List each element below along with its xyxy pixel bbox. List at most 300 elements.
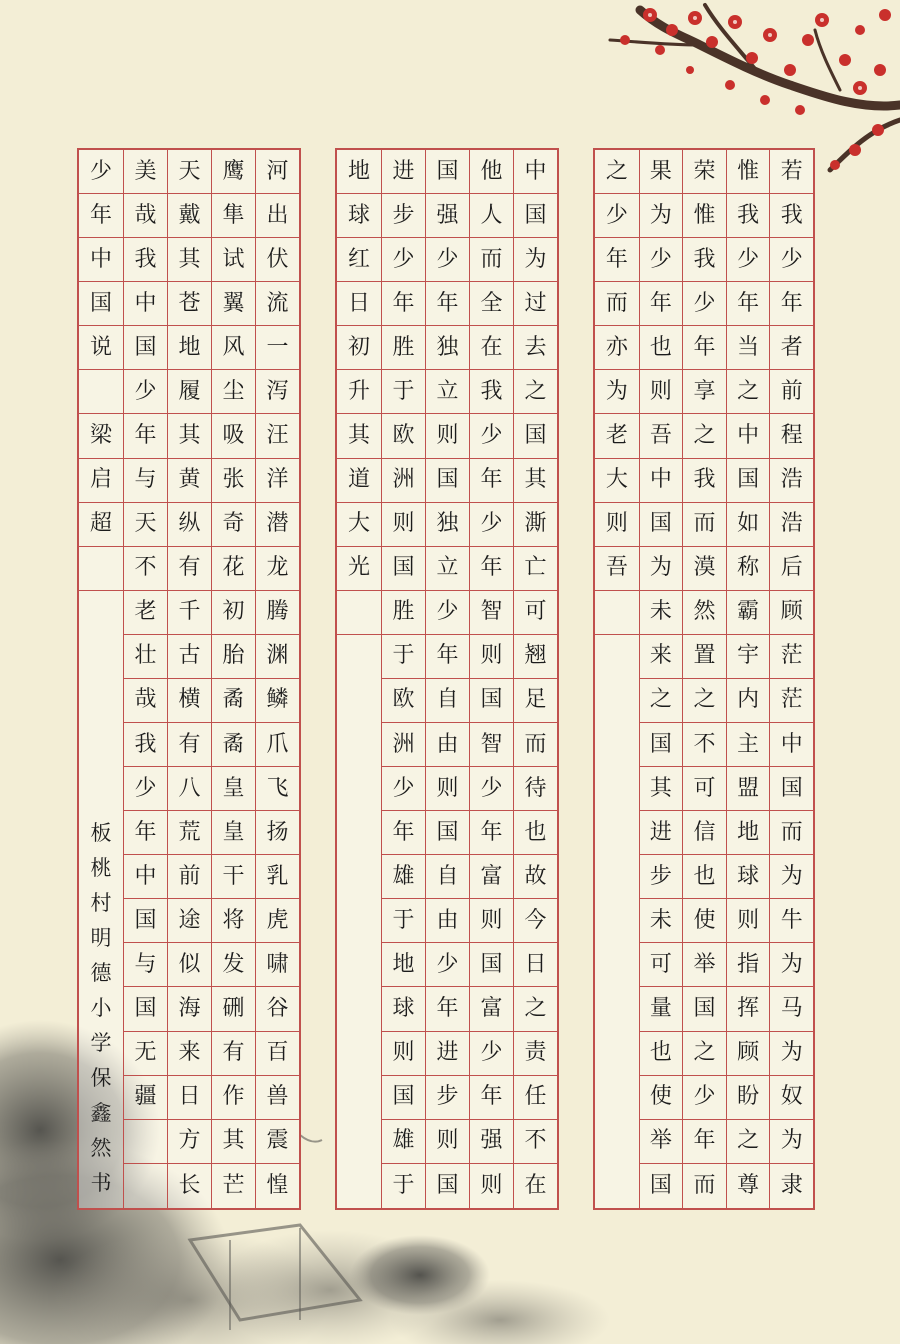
- char-cell: 而: [770, 811, 813, 855]
- char-cell: 则: [382, 1032, 425, 1076]
- char-cell: 年: [770, 282, 813, 326]
- char-cell: 中: [124, 855, 167, 899]
- char-cell: 当: [727, 326, 770, 370]
- char-cell: 之: [514, 370, 557, 414]
- char-cell: 国: [426, 811, 469, 855]
- char-cell: 马: [770, 987, 813, 1031]
- char-cell: 汪: [256, 414, 299, 458]
- char-cell: 他: [470, 150, 513, 194]
- char-cell: 国: [727, 459, 770, 503]
- char-cell: 国: [382, 547, 425, 591]
- char-cell: 国: [514, 414, 557, 458]
- char-cell: 地: [382, 943, 425, 987]
- char-cell: 立: [426, 547, 469, 591]
- char-cell: 主: [727, 723, 770, 767]
- char-cell: 少: [426, 238, 469, 282]
- char-cell: 少: [426, 943, 469, 987]
- char-cell: 矞: [212, 723, 255, 767]
- char-cell: 河: [256, 150, 299, 194]
- char-cell: 年: [683, 326, 726, 370]
- char-cell: 今: [514, 899, 557, 943]
- char-cell: 千: [168, 591, 211, 635]
- char-cell: 年: [470, 1076, 513, 1120]
- char-cell: 荣: [683, 150, 726, 194]
- char-cell: 老: [595, 414, 639, 458]
- signature-char: 明: [90, 926, 112, 950]
- char-cell: 不: [514, 1120, 557, 1164]
- char-cell: 澌: [514, 503, 557, 547]
- char-cell: 干: [212, 855, 255, 899]
- char-cell: 鳞: [256, 679, 299, 723]
- grid-panel-middle: [335, 148, 559, 1210]
- plum-blossom-branch: [610, 5, 900, 170]
- char-cell: 哉: [124, 194, 167, 238]
- char-cell: 其: [640, 767, 683, 811]
- char-cell: 洋: [256, 459, 299, 503]
- text-column: [79, 150, 123, 1208]
- char-cell: 启: [79, 459, 123, 503]
- signature-char: 然: [90, 1136, 112, 1160]
- char-cell: 富: [470, 855, 513, 899]
- char-cell: 我: [770, 194, 813, 238]
- char-cell: 为: [640, 547, 683, 591]
- char-cell: 来: [168, 1032, 211, 1076]
- char-cell: 大: [337, 503, 381, 547]
- char-cell: 隼: [212, 194, 255, 238]
- char-cell: 国: [79, 282, 123, 326]
- char-cell: 少: [595, 194, 639, 238]
- char-cell: 者: [770, 326, 813, 370]
- char-cell: 不: [683, 723, 726, 767]
- char-cell: 古: [168, 635, 211, 679]
- char-cell: 其: [514, 459, 557, 503]
- char-cell: 国: [124, 899, 167, 943]
- char-cell: 则: [480, 1172, 503, 1198]
- char-cell: 为: [595, 370, 639, 414]
- char-cell: 而: [683, 503, 726, 547]
- char-cell: 日: [168, 1076, 211, 1120]
- char-cell: [124, 1164, 167, 1208]
- char-cell: 由: [426, 899, 469, 943]
- char-cell: 浩: [770, 459, 813, 503]
- char-cell: 年: [382, 811, 425, 855]
- char-cell: 未: [640, 899, 683, 943]
- char-cell: 也: [683, 855, 726, 899]
- char-cell: 则: [595, 503, 639, 547]
- char-cell: 年: [470, 547, 513, 591]
- char-cell: 之: [683, 414, 726, 458]
- char-cell: 奴: [770, 1076, 813, 1120]
- char-cell: 顾: [727, 1032, 770, 1076]
- char-cell: 步: [382, 194, 425, 238]
- char-cell: 若: [770, 150, 813, 194]
- char-cell: 苍: [168, 282, 211, 326]
- char-cell: [79, 370, 123, 414]
- char-cell: 惶: [266, 1172, 289, 1198]
- char-cell: 而: [514, 723, 557, 767]
- char-cell: 方: [168, 1120, 211, 1164]
- char-cell: 日: [337, 282, 381, 326]
- char-cell: 国: [649, 1172, 672, 1198]
- char-cell: 则: [426, 414, 469, 458]
- char-cell: 雄: [382, 855, 425, 899]
- text-column: [337, 150, 381, 1208]
- signature-char: 鑫: [90, 1101, 112, 1125]
- char-cell: 霸: [727, 591, 770, 635]
- char-cell: 地: [337, 150, 381, 194]
- char-cell: 指: [727, 943, 770, 987]
- char-cell: 待: [514, 767, 557, 811]
- text-column: [726, 150, 770, 1208]
- char-cell: 国: [436, 1172, 459, 1198]
- char-cell: 与: [124, 943, 167, 987]
- char-cell: 天: [124, 503, 167, 547]
- char-cell: 吾: [640, 414, 683, 458]
- char-cell: 后: [770, 547, 813, 591]
- char-cell: 雄: [382, 1120, 425, 1164]
- char-cell: 年: [727, 282, 770, 326]
- char-cell: 花: [212, 547, 255, 591]
- char-cell: 而: [595, 282, 639, 326]
- char-cell: 宇: [727, 635, 770, 679]
- char-cell: 之: [595, 150, 639, 194]
- char-cell: 地: [727, 811, 770, 855]
- char-cell: 升: [337, 370, 381, 414]
- char-cell: 年: [595, 238, 639, 282]
- char-cell: 哉: [124, 679, 167, 723]
- char-cell: 海: [168, 987, 211, 1031]
- char-cell: 中: [514, 150, 557, 194]
- char-cell: 富: [470, 987, 513, 1031]
- text-column: [381, 150, 425, 1208]
- char-cell: 年: [124, 811, 167, 855]
- char-cell: 盟: [727, 767, 770, 811]
- char-cell: 球: [382, 987, 425, 1031]
- char-cell: 年: [426, 635, 469, 679]
- char-cell: 牛: [770, 899, 813, 943]
- char-cell: 其: [168, 238, 211, 282]
- char-cell: 翼: [212, 282, 255, 326]
- char-cell: 年: [426, 987, 469, 1031]
- char-cell: 初: [212, 591, 255, 635]
- char-cell: 少: [683, 1076, 726, 1120]
- char-cell: 初: [337, 326, 381, 370]
- column-blank: [595, 635, 639, 1208]
- char-cell: 人: [470, 194, 513, 238]
- char-cell: 胜: [382, 326, 425, 370]
- char-cell: 光: [337, 547, 381, 591]
- char-cell: 作: [212, 1076, 255, 1120]
- char-cell: 球: [337, 194, 381, 238]
- char-cell: 之: [683, 679, 726, 723]
- char-cell: 隶: [780, 1172, 803, 1198]
- char-cell: 奇: [212, 503, 255, 547]
- char-cell: 其: [168, 414, 211, 458]
- char-cell: 日: [514, 943, 557, 987]
- char-cell: 茫: [770, 679, 813, 723]
- char-cell: 也: [640, 326, 683, 370]
- char-cell: 少: [79, 150, 123, 194]
- char-cell: 国: [124, 987, 167, 1031]
- char-cell: 之: [727, 370, 770, 414]
- char-cell: 皇: [212, 811, 255, 855]
- char-cell: 少: [470, 767, 513, 811]
- char-cell: 伏: [256, 238, 299, 282]
- char-cell: 啸: [256, 943, 299, 987]
- text-column: [425, 150, 469, 1208]
- char-cell: 茫: [770, 635, 813, 679]
- char-cell: 硎: [212, 987, 255, 1031]
- char-cell: 可: [640, 943, 683, 987]
- char-cell: 如: [727, 503, 770, 547]
- char-cell: 胎: [212, 635, 255, 679]
- char-cell: 黄: [168, 459, 211, 503]
- signature-char: 桃: [90, 856, 112, 880]
- char-cell: 少: [770, 238, 813, 282]
- char-cell: 全: [470, 282, 513, 326]
- char-cell: 疆: [124, 1076, 167, 1120]
- char-cell: [337, 591, 381, 635]
- char-cell: 地: [168, 326, 211, 370]
- char-cell: 中: [640, 459, 683, 503]
- char-cell: 之: [640, 679, 683, 723]
- signature-char: 书: [90, 1171, 112, 1195]
- char-cell: 年: [470, 459, 513, 503]
- char-cell: 一: [256, 326, 299, 370]
- text-column: [167, 150, 211, 1208]
- char-cell: 也: [514, 811, 557, 855]
- char-cell: 梁: [79, 414, 123, 458]
- char-cell: 泻: [256, 370, 299, 414]
- char-cell: 足: [514, 679, 557, 723]
- char-cell: 出: [256, 194, 299, 238]
- char-cell: 年: [426, 282, 469, 326]
- char-cell: 美: [124, 150, 167, 194]
- char-cell: 享: [683, 370, 726, 414]
- char-cell: 年: [382, 282, 425, 326]
- char-cell: 球: [727, 855, 770, 899]
- char-cell: 智: [470, 591, 513, 635]
- char-cell: 潜: [256, 503, 299, 547]
- char-cell: 自: [426, 679, 469, 723]
- char-cell: 过: [514, 282, 557, 326]
- char-cell: 虎: [256, 899, 299, 943]
- char-cell: 之: [683, 1032, 726, 1076]
- signature-char: 村: [90, 891, 112, 915]
- char-cell: 然: [683, 591, 726, 635]
- char-cell: 我: [683, 238, 726, 282]
- char-cell: 进: [426, 1032, 469, 1076]
- char-cell: 中: [79, 238, 123, 282]
- char-cell: 翘: [514, 635, 557, 679]
- char-cell: 少: [124, 767, 167, 811]
- char-cell: 震: [256, 1120, 299, 1164]
- char-cell: 也: [640, 1032, 683, 1076]
- char-cell: 其: [212, 1120, 255, 1164]
- char-cell: 在: [470, 326, 513, 370]
- char-cell: 漠: [683, 547, 726, 591]
- char-cell: 而: [470, 238, 513, 282]
- char-cell: 我: [470, 370, 513, 414]
- char-cell: 少: [470, 1032, 513, 1076]
- char-cell: 欧: [382, 414, 425, 458]
- char-cell: 龙: [256, 547, 299, 591]
- char-cell: 年: [683, 1120, 726, 1164]
- char-cell: 国: [426, 150, 469, 194]
- char-cell: 年: [79, 194, 123, 238]
- char-cell: 戴: [168, 194, 211, 238]
- text-column: [595, 150, 639, 1208]
- char-cell: 与: [124, 459, 167, 503]
- char-cell: 惟: [683, 194, 726, 238]
- char-cell: 胜: [382, 591, 425, 635]
- char-cell: 少: [727, 238, 770, 282]
- char-cell: 有: [168, 723, 211, 767]
- char-cell: 少: [124, 370, 167, 414]
- char-cell: [124, 1120, 167, 1164]
- grid-panel-right: [593, 148, 815, 1210]
- char-cell: 乳: [256, 855, 299, 899]
- char-cell: 来: [640, 635, 683, 679]
- char-cell: 中: [124, 282, 167, 326]
- char-cell: 为: [640, 194, 683, 238]
- char-cell: 浩: [770, 503, 813, 547]
- char-cell: 少: [382, 238, 425, 282]
- char-cell: 信: [683, 811, 726, 855]
- char-cell: 中: [727, 414, 770, 458]
- char-cell: 独: [426, 326, 469, 370]
- char-cell: 有: [168, 547, 211, 591]
- char-cell: 风: [212, 326, 255, 370]
- char-cell: 则: [640, 370, 683, 414]
- char-cell: 之: [727, 1120, 770, 1164]
- text-column: [469, 150, 513, 1208]
- char-cell: 则: [426, 767, 469, 811]
- char-cell: 之: [514, 987, 557, 1031]
- char-cell: 爪: [256, 723, 299, 767]
- char-cell: 国: [124, 326, 167, 370]
- char-cell: 亡: [514, 547, 557, 591]
- char-cell: 百: [256, 1032, 299, 1076]
- char-cell: 强: [470, 1120, 513, 1164]
- char-cell: [595, 591, 639, 635]
- char-cell: 去: [514, 326, 557, 370]
- char-cell: 责: [514, 1032, 557, 1076]
- char-cell: 老: [124, 591, 167, 635]
- char-cell: 长: [178, 1172, 201, 1198]
- signature-char: 学: [90, 1031, 112, 1055]
- char-cell: 量: [640, 987, 683, 1031]
- char-cell: 于: [382, 899, 425, 943]
- char-cell: 于: [382, 370, 425, 414]
- char-cell: 有: [212, 1032, 255, 1076]
- char-cell: 红: [337, 238, 381, 282]
- char-cell: 我: [727, 194, 770, 238]
- char-cell: 可: [514, 591, 557, 635]
- char-cell: 国: [683, 987, 726, 1031]
- char-cell: 扬: [256, 811, 299, 855]
- char-cell: 进: [382, 150, 425, 194]
- char-cell: 而: [693, 1172, 716, 1198]
- char-cell: 独: [426, 503, 469, 547]
- char-cell: 挥: [727, 987, 770, 1031]
- char-cell: 流: [256, 282, 299, 326]
- char-cell: 欧: [382, 679, 425, 723]
- char-cell: 立: [426, 370, 469, 414]
- text-column: [255, 150, 299, 1208]
- char-cell: 洲: [382, 723, 425, 767]
- char-cell: 少: [470, 414, 513, 458]
- text-column: [513, 150, 557, 1208]
- char-cell: 超: [79, 503, 123, 547]
- char-cell: 似: [168, 943, 211, 987]
- char-cell: 前: [168, 855, 211, 899]
- char-cell: 将: [212, 899, 255, 943]
- char-cell: 发: [212, 943, 255, 987]
- char-cell: 我: [683, 459, 726, 503]
- char-cell: 顾: [770, 591, 813, 635]
- char-cell: 国: [514, 194, 557, 238]
- char-cell: 其: [337, 414, 381, 458]
- char-cell: 洲: [382, 459, 425, 503]
- char-cell: 试: [212, 238, 255, 282]
- char-cell: 则: [382, 503, 425, 547]
- char-cell: 尊: [737, 1172, 760, 1198]
- char-cell: 国: [770, 767, 813, 811]
- char-cell: 年: [124, 414, 167, 458]
- char-cell: 为: [514, 238, 557, 282]
- char-cell: 少: [683, 282, 726, 326]
- char-cell: 内: [727, 679, 770, 723]
- char-cell: 兽: [256, 1076, 299, 1120]
- char-cell: 果: [640, 150, 683, 194]
- signature-char: 板: [90, 821, 112, 845]
- char-cell: 则: [470, 899, 513, 943]
- char-cell: 为: [770, 1120, 813, 1164]
- char-cell: 渊: [256, 635, 299, 679]
- char-cell: 使: [640, 1076, 683, 1120]
- char-cell: 少: [426, 591, 469, 635]
- char-cell: 国: [382, 1076, 425, 1120]
- char-cell: 皇: [212, 767, 255, 811]
- char-cell: 国: [640, 723, 683, 767]
- char-cell: 八: [168, 767, 211, 811]
- char-cell: 步: [640, 855, 683, 899]
- text-column: [211, 150, 255, 1208]
- char-cell: 中: [770, 723, 813, 767]
- char-cell: 为: [770, 943, 813, 987]
- char-cell: 为: [770, 855, 813, 899]
- char-cell: 谷: [256, 987, 299, 1031]
- char-cell: 在: [524, 1172, 547, 1198]
- char-cell: 年: [640, 282, 683, 326]
- char-cell: 鹰: [212, 150, 255, 194]
- char-cell: 尘: [212, 370, 255, 414]
- text-column: [639, 150, 683, 1208]
- text-column: [769, 150, 813, 1208]
- char-cell: 说: [79, 326, 123, 370]
- char-cell: 强: [426, 194, 469, 238]
- char-cell: [79, 547, 123, 591]
- char-cell: 于: [392, 1172, 415, 1198]
- char-cell: 则: [727, 899, 770, 943]
- char-cell: 纵: [168, 503, 211, 547]
- signature-char: 保: [90, 1066, 112, 1090]
- char-cell: 进: [640, 811, 683, 855]
- char-cell: 亦: [595, 326, 639, 370]
- char-cell: 国: [470, 943, 513, 987]
- char-cell: 国: [470, 679, 513, 723]
